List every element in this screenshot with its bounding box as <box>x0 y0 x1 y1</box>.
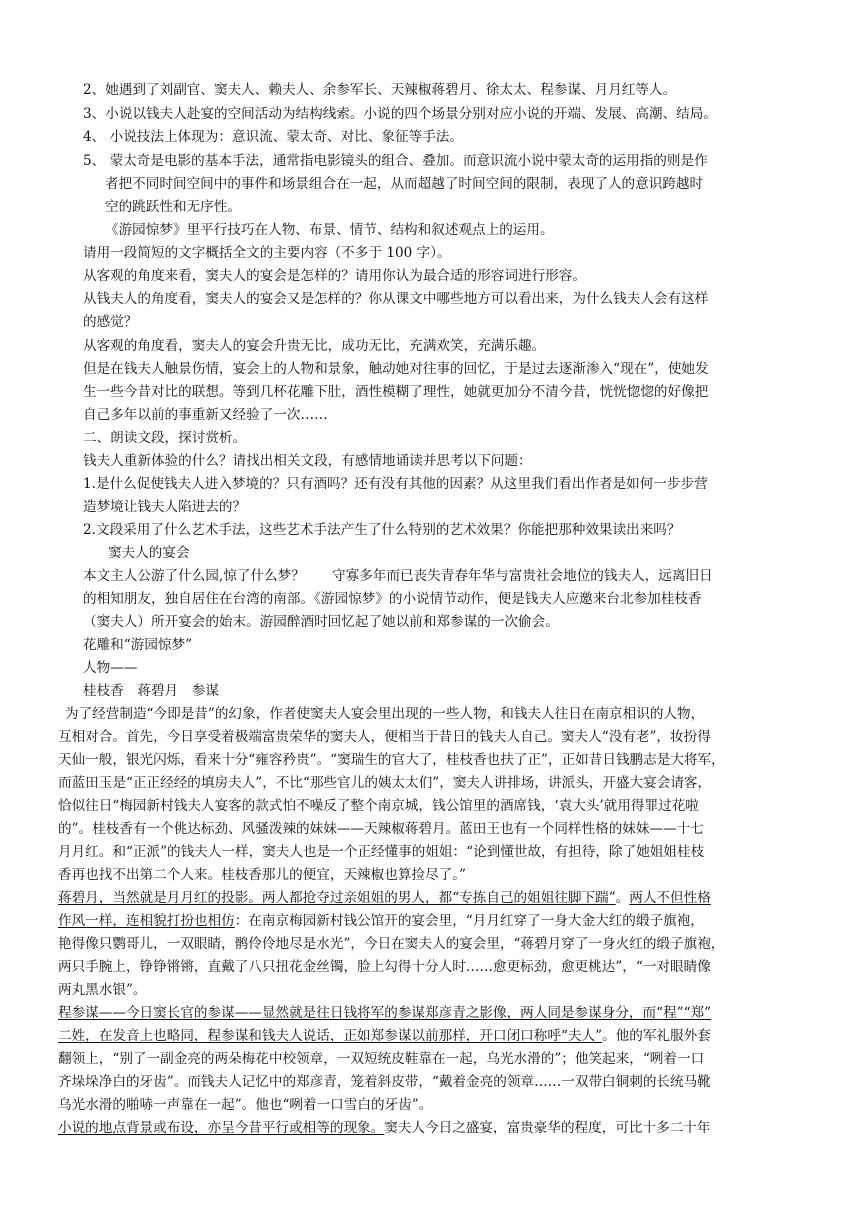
underlined-sentence: 作风一样，连相貌打扮也相仿 <box>58 913 235 929</box>
essay-paragraph-line: 两只手腕上，铮铮锵锵，直戴了八只扭花金丝镯，脸上勾得十分人时……愈更标劲，愈更桃达”，“一对眼睛像 <box>58 959 711 975</box>
essay-paragraph-line: 两丸黑水银”。 <box>58 982 147 998</box>
banquet-paragraph-cont: 的相知朋友，独自居住在台湾的南部。《游园惊梦》的小说情节动作，便是钱夫人应邀来台北参加桂枝香 <box>83 591 702 607</box>
essay-paragraph-line: 齐垛垛净白的牙齿”。而钱夫人记忆中的郑彦青，笼着斜皮带，“戴着金亮的领章……一双带白铜刺的长统马靴 <box>58 1074 711 1090</box>
characters-heading: 人物—— <box>83 660 138 676</box>
list-item-4: 4、 小说技法上体现为：意识流、蒙太奇、对比、象征等手法。 <box>83 129 463 145</box>
essay-paragraph-line <box>58 912 704 930</box>
banquet-paragraph-cont: （窦夫人）所开宴会的始末。游园醉酒时回忆起了她以前和郑参谋的一次偷会。 <box>83 614 559 630</box>
underlined-sentence: 蒋碧月，当然就是月月红的投影。两人都抢夺过亲姐姐的男人，都“专拣自己的姐姐往脚下踹” <box>58 890 616 906</box>
subsection-title: 窦夫人的宴会 <box>108 545 190 561</box>
essay-paragraph-line: 互相对合。首先，今日享受着极端富贵荣华的窦夫人，便相当于昔日的钱夫人自己。窦夫人“没有老”，妆扮得 <box>58 729 711 745</box>
answer-qian-cont: 生一些今昔对比的联想。等到几杯花雕下肚，酒性模糊了理性，她就更加分不清今昔，恍恍惚惚的好像把 <box>83 384 709 400</box>
question-qian-cont: 的感觉？ <box>83 314 138 330</box>
text-run: 窦夫人今日之盛宴，富贵豪华的程度，可比十多二十年 <box>384 1120 711 1136</box>
essay-paragraph-line: 而蓝田玉是“正正经经的填房夫人”，不比“那些官儿的姨太太们”，窦夫人讲排场，讲派头，开盛大宴会请客， <box>58 775 712 791</box>
question-summary: 请用一段简短的文字概括全文的主要内容（不多于 100 字）。 <box>83 245 451 261</box>
text-run: 。 <box>615 890 630 906</box>
underlined-sentence: 两人不但性格 <box>629 890 711 906</box>
underlined-sentence: 程参谋——今日窦长官的参谋——显然就是往日钱将军的参谋郑彦青之影像，两人同是参谋身分，而“程”“郑” <box>58 1005 712 1021</box>
question-objective: 从客观的角度来看，窦夫人的宴会是怎样的？请用你认为最合适的形容词进行形容。 <box>83 268 586 284</box>
essay-paragraph-line: 翻领上，“别了一副金亮的两朵梅花中校领章，一双短统皮鞋靠在一起，乌光水滑的”；他笑起来，“咧着一口 <box>58 1051 705 1067</box>
banquet-paragraph: 本文主人公游了什么园,惊了什么梦？ 守寡多年而已丧失青春年华与富贵社会地位的钱夫人，远离旧日 <box>83 568 713 584</box>
essay-paragraph-3 <box>58 1004 711 1022</box>
discussion-question-1-cont: 造梦境让钱夫人陷进去的？ <box>83 499 247 515</box>
essay-paragraph-line: 月月红。和“正派”的钱夫人一样，窦夫人也是一个正经懂事的姐姐：“论到懂世故，有担待，除了她姐姐桂枝 <box>58 844 705 860</box>
section-intro: 钱夫人重新体验的什么？请找出相关文段，有感情地诵读并思考以下问题： <box>83 453 532 469</box>
list-item-5-cont: 者把不同时间空间中的事件和场景组合在一起，从而超越了时间空间的限制，表现了人的意识跨越时 <box>105 176 704 192</box>
underlined-sentence: 小说的地点背景或布设，亦呈今昔平行或相等的现象。 <box>58 1120 385 1136</box>
discussion-question-2: 2.文段采用了什么艺术手法，这些艺术手法产生了什么特别的艺术效果？你能把那种效果读出来吗？ <box>83 522 681 538</box>
list-item-3: 3、小说以钱夫人赴宴的空间活动为结构线索。小说的四个场景分别对应小说的开端、发展、高潮、结局。 <box>83 106 717 122</box>
essay-paragraph-line: 天仙一般，银光闪烁，看来十分“雍容矜贵”。“窦瑞生的官大了，桂枝香也扶了正”，正如昔日钱鹏志是大将军， <box>58 752 725 768</box>
answer-objective: 从客观的角度看，窦夫人的宴会升贵无比，成功无比，充满欢笑，充满乐趣。 <box>83 338 546 354</box>
flower-heading: 花雕和“游园惊梦” <box>83 637 193 653</box>
essay-paragraph-line: 乌光水滑的啪哧一声靠在一起”。他也“咧着一口雪白的牙齿”。 <box>58 1097 433 1113</box>
question-parallel: 《游园惊梦》里平行技巧在人物、布景、情节、结构和叙述观点上的运用。 <box>105 222 554 238</box>
essay-paragraph-line <box>58 1027 711 1045</box>
section-heading: 二、朗读文段，探讨赏析。 <box>83 430 247 446</box>
underlined-sentence: 二姓，在发音上也略同，程参谋和钱夫人说话，正如郑参谋以前那样，开口闭口称呼“夫人” <box>58 1028 603 1044</box>
discussion-question-1: 1.是什么促使钱夫人进入梦境的？只有酒吗？还有没有其他的因素？从这里我们看出作者是如何一步步营 <box>83 476 708 492</box>
essay-paragraph: 为了经营制造“今即是昔”的幻象，作者使窦夫人宴会里出现的一些人物，和钱夫人往日在南京相识的人物， <box>65 706 705 722</box>
essay-paragraph-line: 艳得像只鹦哥儿，一双眼睛，鹘伶伶地尽是水光”，今日在窦夫人的宴会里，“蒋碧月穿了一身火红的缎子旗袍， <box>58 936 725 952</box>
answer-qian-cont: 自己多年以前的事重新又经验了一次…… <box>83 407 328 423</box>
essay-paragraph-2 <box>58 889 711 907</box>
list-item-5: 5、 蒙太奇是电影的基本手法，通常指电影镜头的组合、叠加。而意识流小说中蒙太奇的运用指的则是作 <box>83 153 708 169</box>
list-item-5-cont: 空的跳跃性和无序性。 <box>105 199 241 215</box>
answer-qian: 但是在钱夫人触景伤情，宴会上的人物和景象，触动她对往事的回忆，于是过去逐渐渗入“现在”，使她发 <box>83 361 709 377</box>
essay-paragraph-line: 香再也找不出第二个人来。桂枝香那儿的便宜，天辣椒也算捡尽了。” <box>58 867 466 883</box>
text-run: 。他的军礼服外套 <box>602 1028 711 1044</box>
list-item-2: 2、她遇到了刘副官、窦夫人、赖夫人、余参军长、天辣椒蒋碧月、徐太太、程参谋、月月红等人。 <box>83 82 677 98</box>
essay-paragraph-line: 的”。桂枝香有一个佻达标劲、风骚泼辣的妹妹——天辣椒蒋碧月。蓝田王也有一个同样性格的妹妹——十七 <box>58 821 704 837</box>
character-names: 桂枝香 蒋碧月 参谋 <box>83 683 219 699</box>
essay-paragraph-line: 恰似往日“梅园新村钱夫人宴客的款式怕不噪反了整个南京城，钱公馆里的酒席钱，‘袁大头’就用得罪过花啦 <box>58 798 699 814</box>
text-run: ：在南京梅园新村钱公馆开的宴会里，“月月红穿了一身大金大红的缎子旗袍， <box>234 913 704 929</box>
question-qian: 从钱夫人的角度看，窦夫人的宴会又是怎样的？你从课文中哪些地方可以看出来，为什么钱夫人会有这样 <box>83 291 709 307</box>
essay-paragraph-4 <box>58 1119 711 1137</box>
